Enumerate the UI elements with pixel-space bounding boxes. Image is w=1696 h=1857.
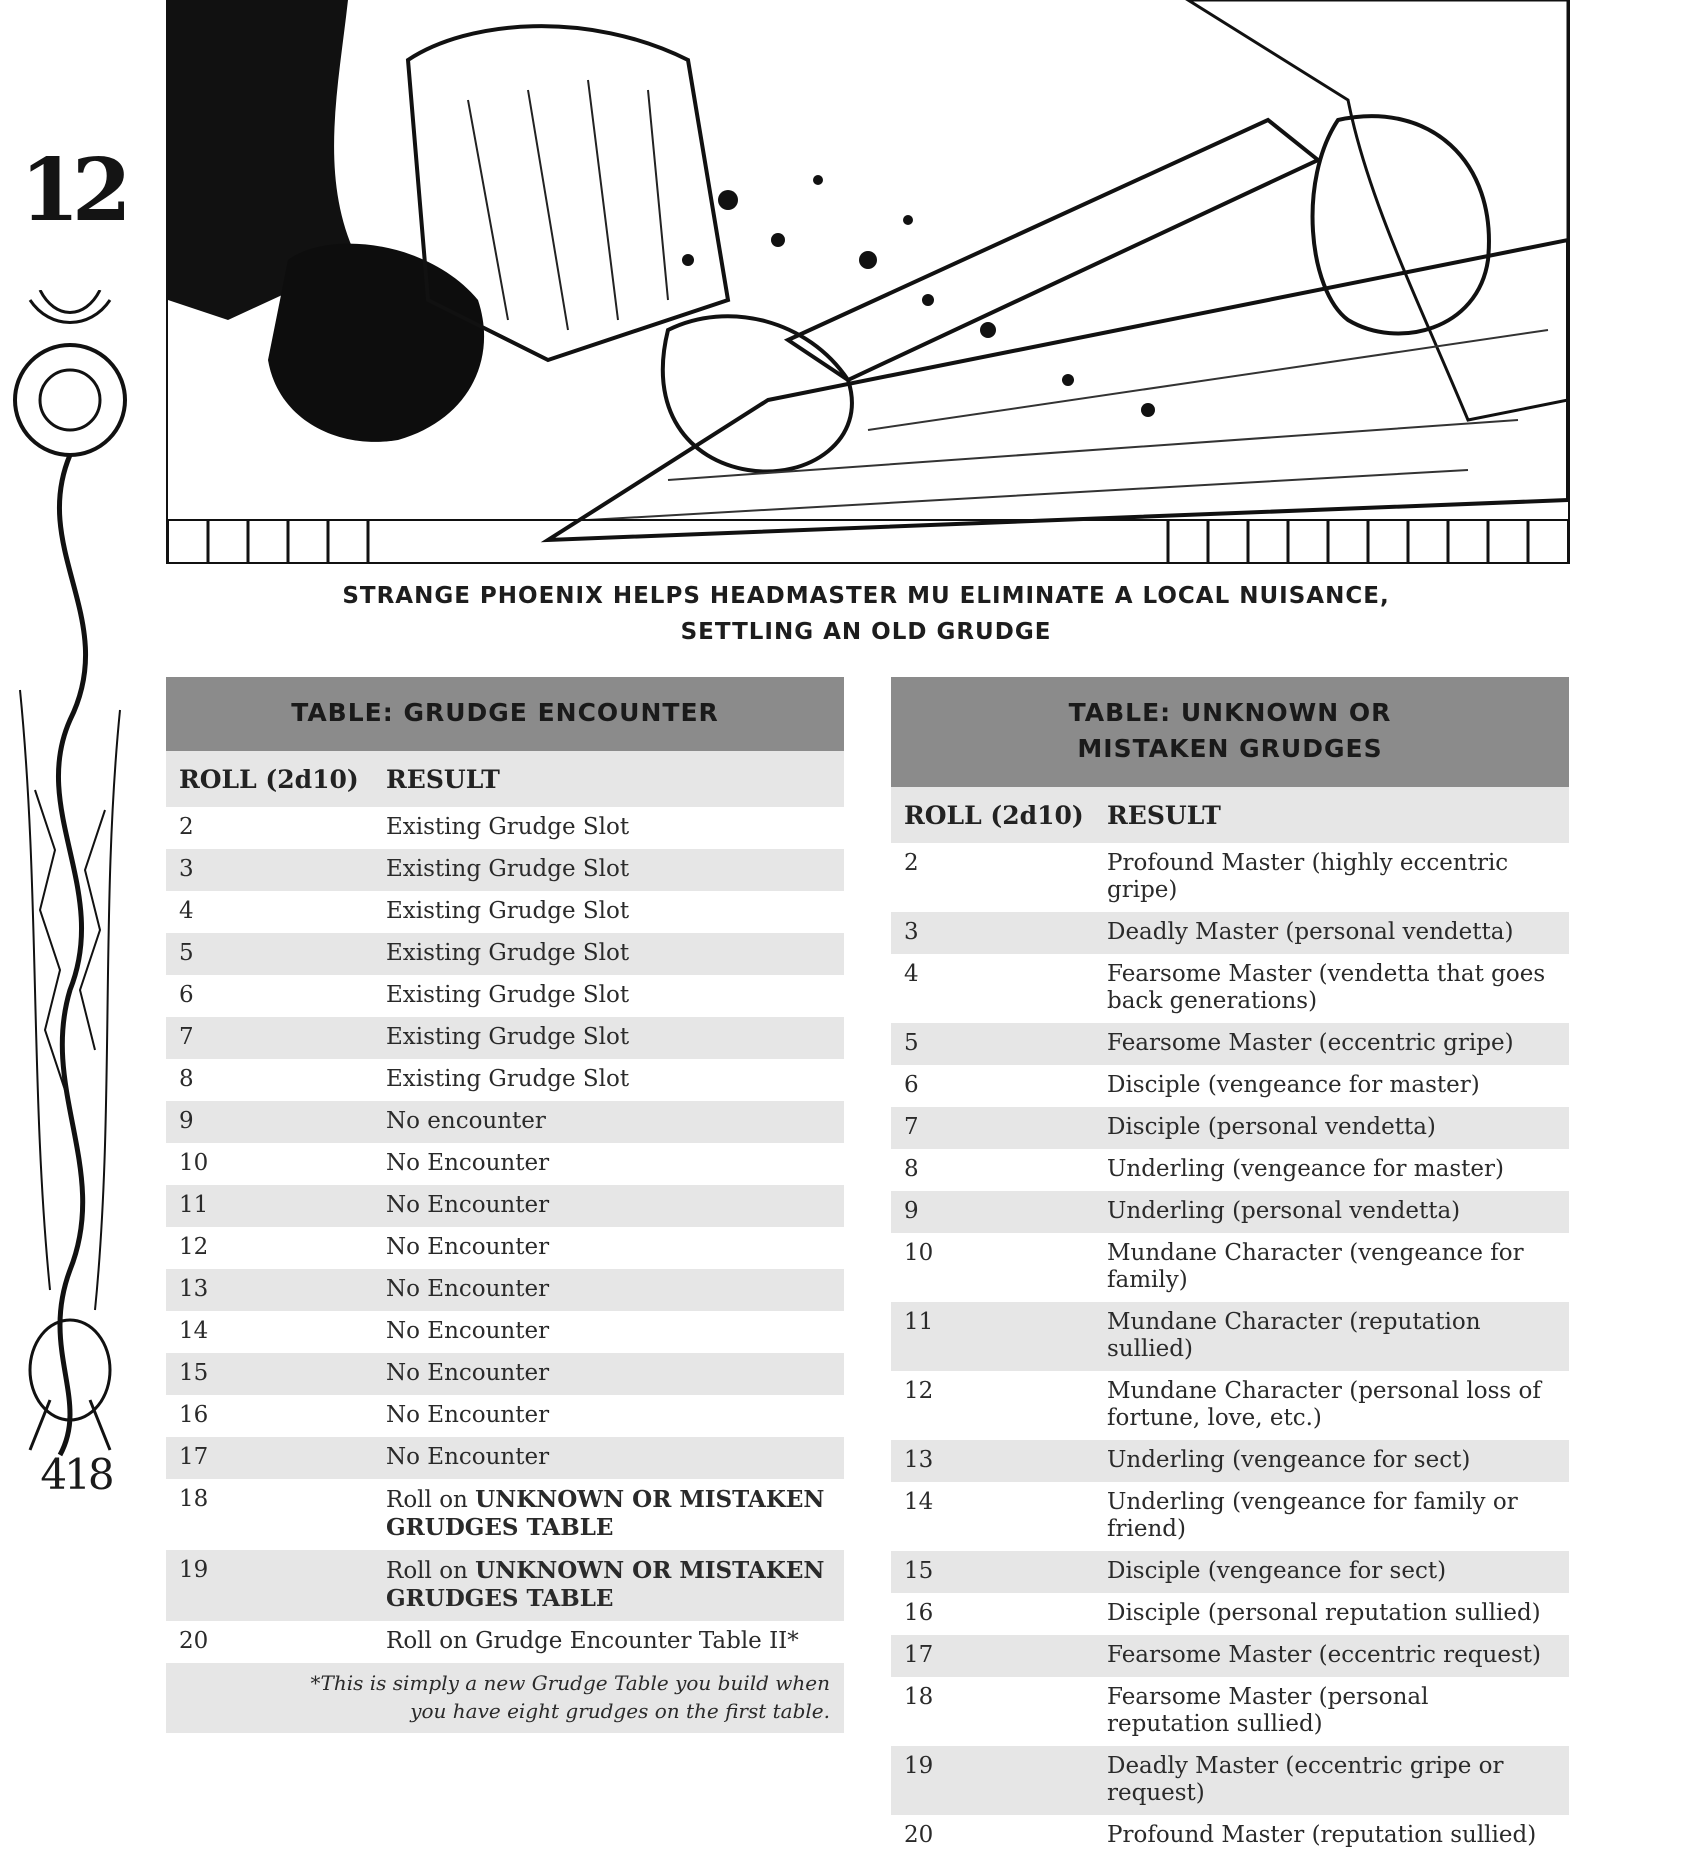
table-header bbox=[166, 751, 844, 807]
roll-cell: 10 bbox=[179, 1150, 209, 1176]
result-cell: No Encounter bbox=[386, 1402, 550, 1428]
roll-cell: 11 bbox=[904, 1309, 934, 1335]
roll-cell: 8 bbox=[179, 1066, 194, 1092]
table-row bbox=[891, 1302, 1569, 1371]
caption-line-1: STRANGE PHOENIX HELPS HEADMASTER MU ELIMINATE A LOCAL NUISANCE, bbox=[342, 583, 1390, 609]
roll-cell: 14 bbox=[179, 1318, 209, 1344]
table-row bbox=[891, 1815, 1569, 1857]
roll-cell: 7 bbox=[179, 1024, 194, 1050]
roll-cell: 8 bbox=[904, 1156, 919, 1182]
roll-cell: 13 bbox=[179, 1276, 209, 1302]
table-row bbox=[891, 1440, 1569, 1482]
grudge-encounter-table bbox=[166, 677, 844, 1733]
table-row bbox=[166, 1143, 844, 1185]
result-cell: Underling (vengeance for master) bbox=[1107, 1156, 1504, 1182]
table-row bbox=[891, 1371, 1569, 1440]
result-cell: Existing Grudge Slot bbox=[386, 1024, 630, 1050]
result-cell: Profound Master (highly eccentric gripe) bbox=[1107, 850, 1509, 903]
table-row bbox=[166, 807, 844, 849]
table-row bbox=[166, 1621, 844, 1663]
result-cell: Existing Grudge Slot bbox=[386, 814, 630, 840]
roll-cell: 2 bbox=[179, 814, 194, 840]
table-row bbox=[891, 1482, 1569, 1551]
table-row bbox=[166, 1437, 844, 1479]
roll-cell: 16 bbox=[179, 1402, 209, 1428]
table-row bbox=[166, 1101, 844, 1143]
chapter-number: 12 bbox=[20, 140, 124, 241]
table-row bbox=[166, 1353, 844, 1395]
roll-cell: 20 bbox=[179, 1628, 209, 1654]
table-row bbox=[891, 1233, 1569, 1302]
table-title bbox=[891, 677, 1569, 787]
result-cell: Underling (vengeance for sect) bbox=[1107, 1447, 1471, 1473]
title-line-2: MISTAKEN GRUDGES bbox=[1077, 734, 1383, 763]
header-roll: ROLL (2d10) bbox=[904, 800, 1084, 830]
roll-cell: 18 bbox=[179, 1486, 209, 1512]
roll-cell: 2 bbox=[904, 850, 919, 876]
result-cell: Deadly Master (personal vendetta) bbox=[1107, 919, 1514, 945]
result-cell: Fearsome Master (vendetta that goes back generations) bbox=[1107, 961, 1546, 1014]
table-row bbox=[891, 954, 1569, 1023]
table-row bbox=[166, 1269, 844, 1311]
roll-cell: 20 bbox=[904, 1822, 934, 1848]
result-cell: Mundane Character (personal loss of fortune, love, etc.) bbox=[1107, 1378, 1541, 1431]
roll-cell: 18 bbox=[904, 1684, 934, 1710]
result-prefix: Roll on bbox=[386, 1558, 476, 1584]
table-row bbox=[166, 1479, 844, 1550]
result-cell: No Encounter bbox=[386, 1192, 550, 1218]
table-header bbox=[891, 787, 1569, 843]
result-cell: Disciple (vengeance for master) bbox=[1107, 1072, 1480, 1098]
roll-cell: 12 bbox=[179, 1234, 209, 1260]
result-cell: Disciple (personal reputation sullied) bbox=[1107, 1600, 1541, 1626]
table-row bbox=[166, 1017, 844, 1059]
result-cell: Mundane Character (vengeance for family) bbox=[1107, 1240, 1524, 1293]
result-cell: Fearsome Master (eccentric request) bbox=[1107, 1642, 1541, 1668]
result-cell: Existing Grudge Slot bbox=[386, 982, 630, 1008]
phoenix-side-illustration bbox=[0, 290, 150, 1460]
result-cell: Existing Grudge Slot bbox=[386, 856, 630, 882]
result-cell: No Encounter bbox=[386, 1234, 550, 1260]
roll-cell: 9 bbox=[179, 1108, 194, 1134]
header-result: RESULT bbox=[1107, 800, 1221, 830]
table-title: TABLE: GRUDGE ENCOUNTER bbox=[166, 677, 844, 751]
result-cell: No Encounter bbox=[386, 1444, 550, 1470]
result-cell: Existing Grudge Slot bbox=[386, 1066, 630, 1092]
table-row bbox=[891, 1065, 1569, 1107]
table-row bbox=[166, 1550, 844, 1621]
table-body bbox=[891, 843, 1569, 1857]
roll-cell: 17 bbox=[904, 1642, 934, 1668]
table-footnote: *This is simply a new Grudge Table you build when you have eight grudges on the first table. bbox=[166, 1663, 844, 1733]
roll-cell: 11 bbox=[179, 1192, 209, 1218]
roll-cell: 13 bbox=[904, 1447, 934, 1473]
caption-line-2: SETTLING AN OLD GRUDGE bbox=[680, 619, 1052, 645]
table-body bbox=[166, 807, 844, 1663]
result-cell: No Encounter bbox=[386, 1276, 550, 1302]
roll-cell: 3 bbox=[179, 856, 194, 882]
result-cell bbox=[386, 1486, 844, 1542]
result-cell: No Encounter bbox=[386, 1318, 550, 1344]
table-row bbox=[891, 1593, 1569, 1635]
table-row bbox=[166, 891, 844, 933]
roll-cell: 15 bbox=[904, 1558, 934, 1584]
result-cell: No Encounter bbox=[386, 1360, 550, 1386]
roll-cell: 6 bbox=[904, 1072, 919, 1098]
table-row bbox=[891, 1191, 1569, 1233]
header-roll: ROLL (2d10) bbox=[179, 764, 359, 794]
result-cell: Disciple (personal vendetta) bbox=[1107, 1114, 1436, 1140]
result-cell: Fearsome Master (eccentric gripe) bbox=[1107, 1030, 1514, 1056]
roll-cell: 3 bbox=[904, 919, 919, 945]
table-row bbox=[891, 1551, 1569, 1593]
result-cell: Deadly Master (eccentric gripe or request) bbox=[1107, 1753, 1504, 1806]
roll-cell: 17 bbox=[179, 1444, 209, 1470]
result-prefix: Roll on bbox=[386, 1487, 476, 1513]
result-cell: Mundane Character (reputation sullied) bbox=[1107, 1309, 1481, 1362]
table-row bbox=[891, 912, 1569, 954]
roll-cell: 4 bbox=[179, 898, 194, 924]
result-cell: Underling (personal vendetta) bbox=[1107, 1198, 1461, 1224]
page-number: 418 bbox=[40, 1450, 112, 1499]
result-cell: Existing Grudge Slot bbox=[386, 940, 630, 966]
table-row bbox=[891, 843, 1569, 912]
title-line-1: TABLE: UNKNOWN OR bbox=[1068, 698, 1392, 727]
roll-cell: 16 bbox=[904, 1600, 934, 1626]
roll-cell: 14 bbox=[904, 1489, 934, 1515]
result-cell: Roll on Grudge Encounter Table II* bbox=[386, 1628, 799, 1654]
roll-cell: 4 bbox=[904, 961, 919, 987]
result-cell: Existing Grudge Slot bbox=[386, 898, 630, 924]
roll-cell: 5 bbox=[179, 940, 194, 966]
result-cell bbox=[386, 1557, 844, 1613]
table-reference: UNKNOWN OR MISTAKEN GRUDGES TABLE bbox=[386, 1557, 825, 1612]
roll-cell: 6 bbox=[179, 982, 194, 1008]
table-row bbox=[166, 1059, 844, 1101]
result-cell: No encounter bbox=[386, 1108, 546, 1134]
roll-cell: 12 bbox=[904, 1378, 934, 1404]
table-row bbox=[891, 1107, 1569, 1149]
table-row bbox=[166, 1185, 844, 1227]
illustration-caption bbox=[166, 578, 1566, 650]
result-cell: No Encounter bbox=[386, 1150, 550, 1176]
roll-cell: 10 bbox=[904, 1240, 934, 1266]
table-row bbox=[166, 1395, 844, 1437]
roll-cell: 9 bbox=[904, 1198, 919, 1224]
table-row bbox=[891, 1023, 1569, 1065]
roll-cell: 5 bbox=[904, 1030, 919, 1056]
table-row bbox=[891, 1149, 1569, 1191]
unknown-mistaken-grudges-table bbox=[891, 677, 1569, 1857]
result-cell: Profound Master (reputation sullied) bbox=[1107, 1822, 1537, 1848]
ink-illustration bbox=[166, 0, 1570, 564]
roll-cell: 19 bbox=[179, 1557, 209, 1583]
table-row bbox=[891, 1677, 1569, 1746]
table-reference: UNKNOWN OR MISTAKEN GRUDGES TABLE bbox=[386, 1486, 825, 1541]
table-row bbox=[891, 1746, 1569, 1815]
result-cell: Underling (vengeance for family or friend) bbox=[1107, 1489, 1518, 1542]
table-row bbox=[166, 975, 844, 1017]
roll-cell: 19 bbox=[904, 1753, 934, 1779]
table-row bbox=[166, 1227, 844, 1269]
table-row bbox=[166, 1311, 844, 1353]
table-row bbox=[891, 1635, 1569, 1677]
table-row bbox=[166, 849, 844, 891]
table-row bbox=[166, 933, 844, 975]
result-cell: Disciple (vengeance for sect) bbox=[1107, 1558, 1447, 1584]
header-result: RESULT bbox=[386, 764, 500, 794]
roll-cell: 15 bbox=[179, 1360, 209, 1386]
roll-cell: 7 bbox=[904, 1114, 919, 1140]
result-cell: Fearsome Master (personal reputation sullied) bbox=[1107, 1684, 1429, 1737]
